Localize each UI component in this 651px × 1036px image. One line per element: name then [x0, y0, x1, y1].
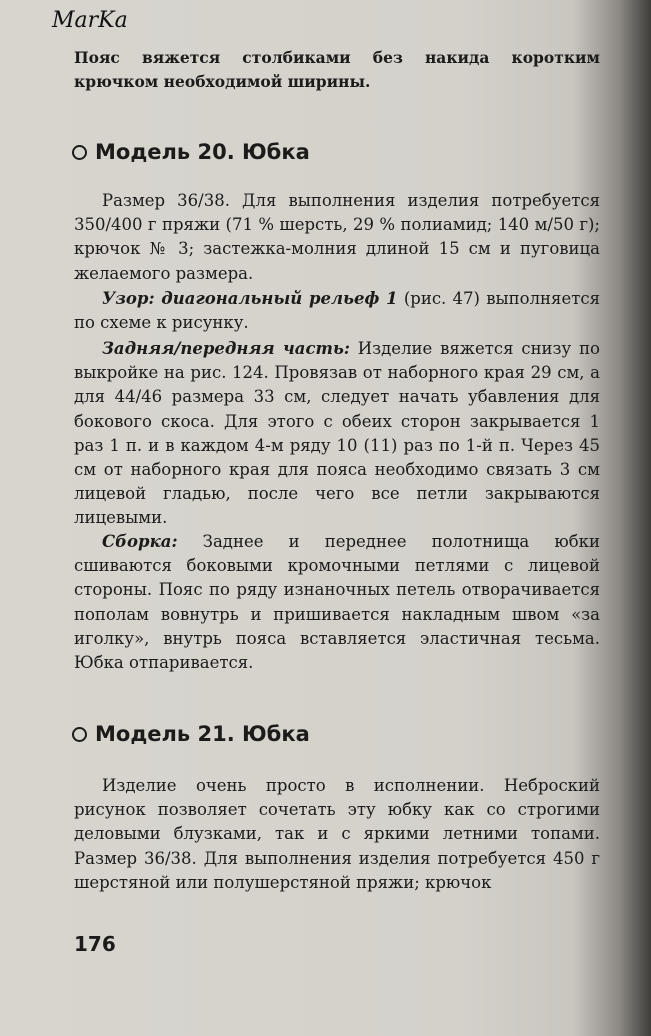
model-21-paragraph-1: Изделие очень просто в исполнении. Неброский рисунок позволяет сочетать эту юбку как со строгими деловыми блузками, так и с яркими летними топами. Размер 36/38. Для выполнения изделия потребуется 450 г шерстяной или полушерстяной пряжи; крючок [74, 776, 600, 892]
watermark-signature: MarKa [52, 8, 128, 33]
pattern-lead: Узор: диагональный рельеф 1 [102, 289, 398, 308]
intro-paragraph: Пояс вяжется столбиками без накида коротким крючком необходимой ширины. [74, 48, 600, 92]
model-20-heading [72, 140, 310, 164]
model-20-paragraph-2 [74, 287, 600, 335]
model-20-title: Модель 20. Юбка [95, 140, 310, 164]
model-20-paragraph-4 [74, 530, 600, 675]
page-number: 176 [74, 932, 116, 956]
circle-bullet-icon [72, 145, 87, 160]
back-front-text: Изделие вяжется снизу по выкройке на рис. 124. Провязав от наборного края 29 см, а для 44/46 размера 33 см, следует начать убавления для бокового скоса. Для этого с обеих сторон закрывается 1 раз 1 п. и в каждом 4-м ряду 10 (11) раз по 1-й п. Через 45 см от наборного края для пояса необходимо связать 3 см лицевой гладью, после чего все петли закрываются лицевыми. [74, 339, 600, 528]
model-21-title: Модель 21. Юбка [95, 722, 310, 746]
back-front-lead: Задняя/передняя часть: [102, 339, 350, 358]
circle-bullet-icon [72, 727, 87, 742]
assembly-lead: Сборка: [102, 532, 178, 551]
model-20-paragraph-3 [74, 337, 600, 531]
model-20-paragraph-1: Размер 36/38. Для выполнения изделия потребуется 350/400 г пряжи (71 % шерсть, 29 % полиамид; 140 м/50 г); крючок № 3; застежка-молния длиной 15 см и пуговица желаемого размера. [74, 191, 600, 283]
model-21-heading [72, 722, 310, 746]
pattern-text: (рис. 47) выполняется по схеме к рисунку. [74, 289, 600, 333]
assembly-text: Заднее и переднее полотнища юбки сшиваются боковыми кромочными петлями с лицевой стороны. Пояс по ряду изнаночных петель отворачивается пополам вовнутрь и пришивается накладным швом «за иголку», внутрь пояса вставляется эластичная тесьма. Юбка отпаривается. [74, 532, 600, 673]
